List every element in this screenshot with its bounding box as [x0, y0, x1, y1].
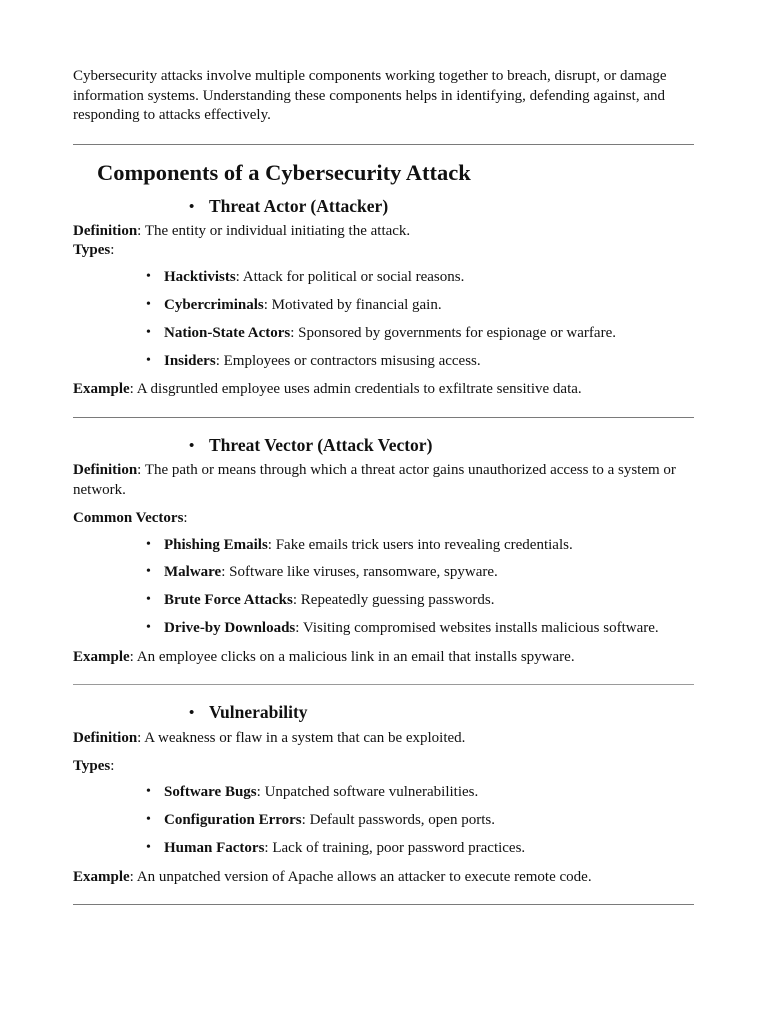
definition-line: Definition: The entity or individual initiating the attack. — [73, 223, 411, 239]
horizontal-rule — [73, 684, 694, 685]
list-item: • Human Factors: Lack of training, poor password practices. — [146, 840, 526, 856]
types-label-line: Types: — [73, 758, 115, 774]
bullet-icon: • — [146, 620, 151, 635]
example-line: Example: An employee clicks on a malicious link in an email that installs spyware. — [73, 649, 575, 665]
bullet-icon: • — [146, 269, 151, 284]
bullet-icon: • — [146, 353, 151, 368]
common-vectors-label-line: Common Vectors: — [73, 510, 188, 526]
example-line: Example: A disgruntled employee uses admin credentials to exfiltrate sensitive data. — [73, 381, 582, 397]
bullet-icon: • — [146, 784, 151, 799]
bullet-icon: • — [146, 297, 151, 312]
horizontal-rule — [73, 417, 694, 418]
list-item: • Drive-by Downloads: Visiting compromised websites installs malicious software. — [146, 620, 659, 636]
list-item: • Insiders: Employees or contractors misusing access. — [146, 353, 481, 369]
horizontal-rule — [73, 904, 694, 905]
list-item: • Brute Force Attacks: Repeatedly guessing passwords. — [146, 592, 495, 608]
example-line: Example: An unpatched version of Apache allows an attacker to execute remote code. — [73, 869, 592, 885]
bullet-icon: • — [146, 840, 151, 855]
section-heading-threat-vector: • Threat Vector (Attack Vector) — [189, 435, 433, 455]
intro-paragraph: Cybersecurity attacks involve multiple components working together to breach, disrupt, or damage information systems. Understanding these components helps in identifying, defending against, and responding to attacks effectively. — [73, 68, 667, 123]
definition-line: Definition: The path or means through which a threat actor gains unauthorized access to a system or network. — [73, 462, 676, 498]
page-title: Components of a Cybersecurity Attack — [97, 160, 471, 185]
list-item: • Cybercriminals: Motivated by financial gain. — [146, 297, 442, 313]
section-heading-vulnerability: • Vulnerability — [189, 702, 308, 722]
bullet-icon: • — [189, 438, 195, 454]
bullet-icon: • — [146, 537, 151, 552]
bullet-icon: • — [146, 325, 151, 340]
list-item: • Nation-State Actors: Sponsored by governments for espionage or warfare. — [146, 325, 616, 341]
list-item: • Hacktivists: Attack for political or social reasons. — [146, 269, 465, 285]
section-heading-threat-actor: • Threat Actor (Attacker) — [189, 196, 389, 216]
bullet-icon: • — [146, 592, 151, 607]
types-label-line: Types: — [73, 242, 115, 258]
horizontal-rule — [73, 144, 694, 145]
list-item: • Software Bugs: Unpatched software vulnerabilities. — [146, 784, 479, 800]
list-item: • Configuration Errors: Default passwords, open ports. — [146, 812, 495, 828]
bullet-icon: • — [146, 812, 151, 827]
bullet-icon: • — [146, 564, 151, 579]
bullet-icon: • — [189, 199, 195, 215]
list-item: • Malware: Software like viruses, ransomware, spyware. — [146, 564, 498, 580]
list-item: • Phishing Emails: Fake emails trick users into revealing credentials. — [146, 537, 573, 553]
bullet-icon: • — [189, 705, 195, 721]
definition-line: Definition: A weakness or flaw in a system that can be exploited. — [73, 730, 466, 746]
